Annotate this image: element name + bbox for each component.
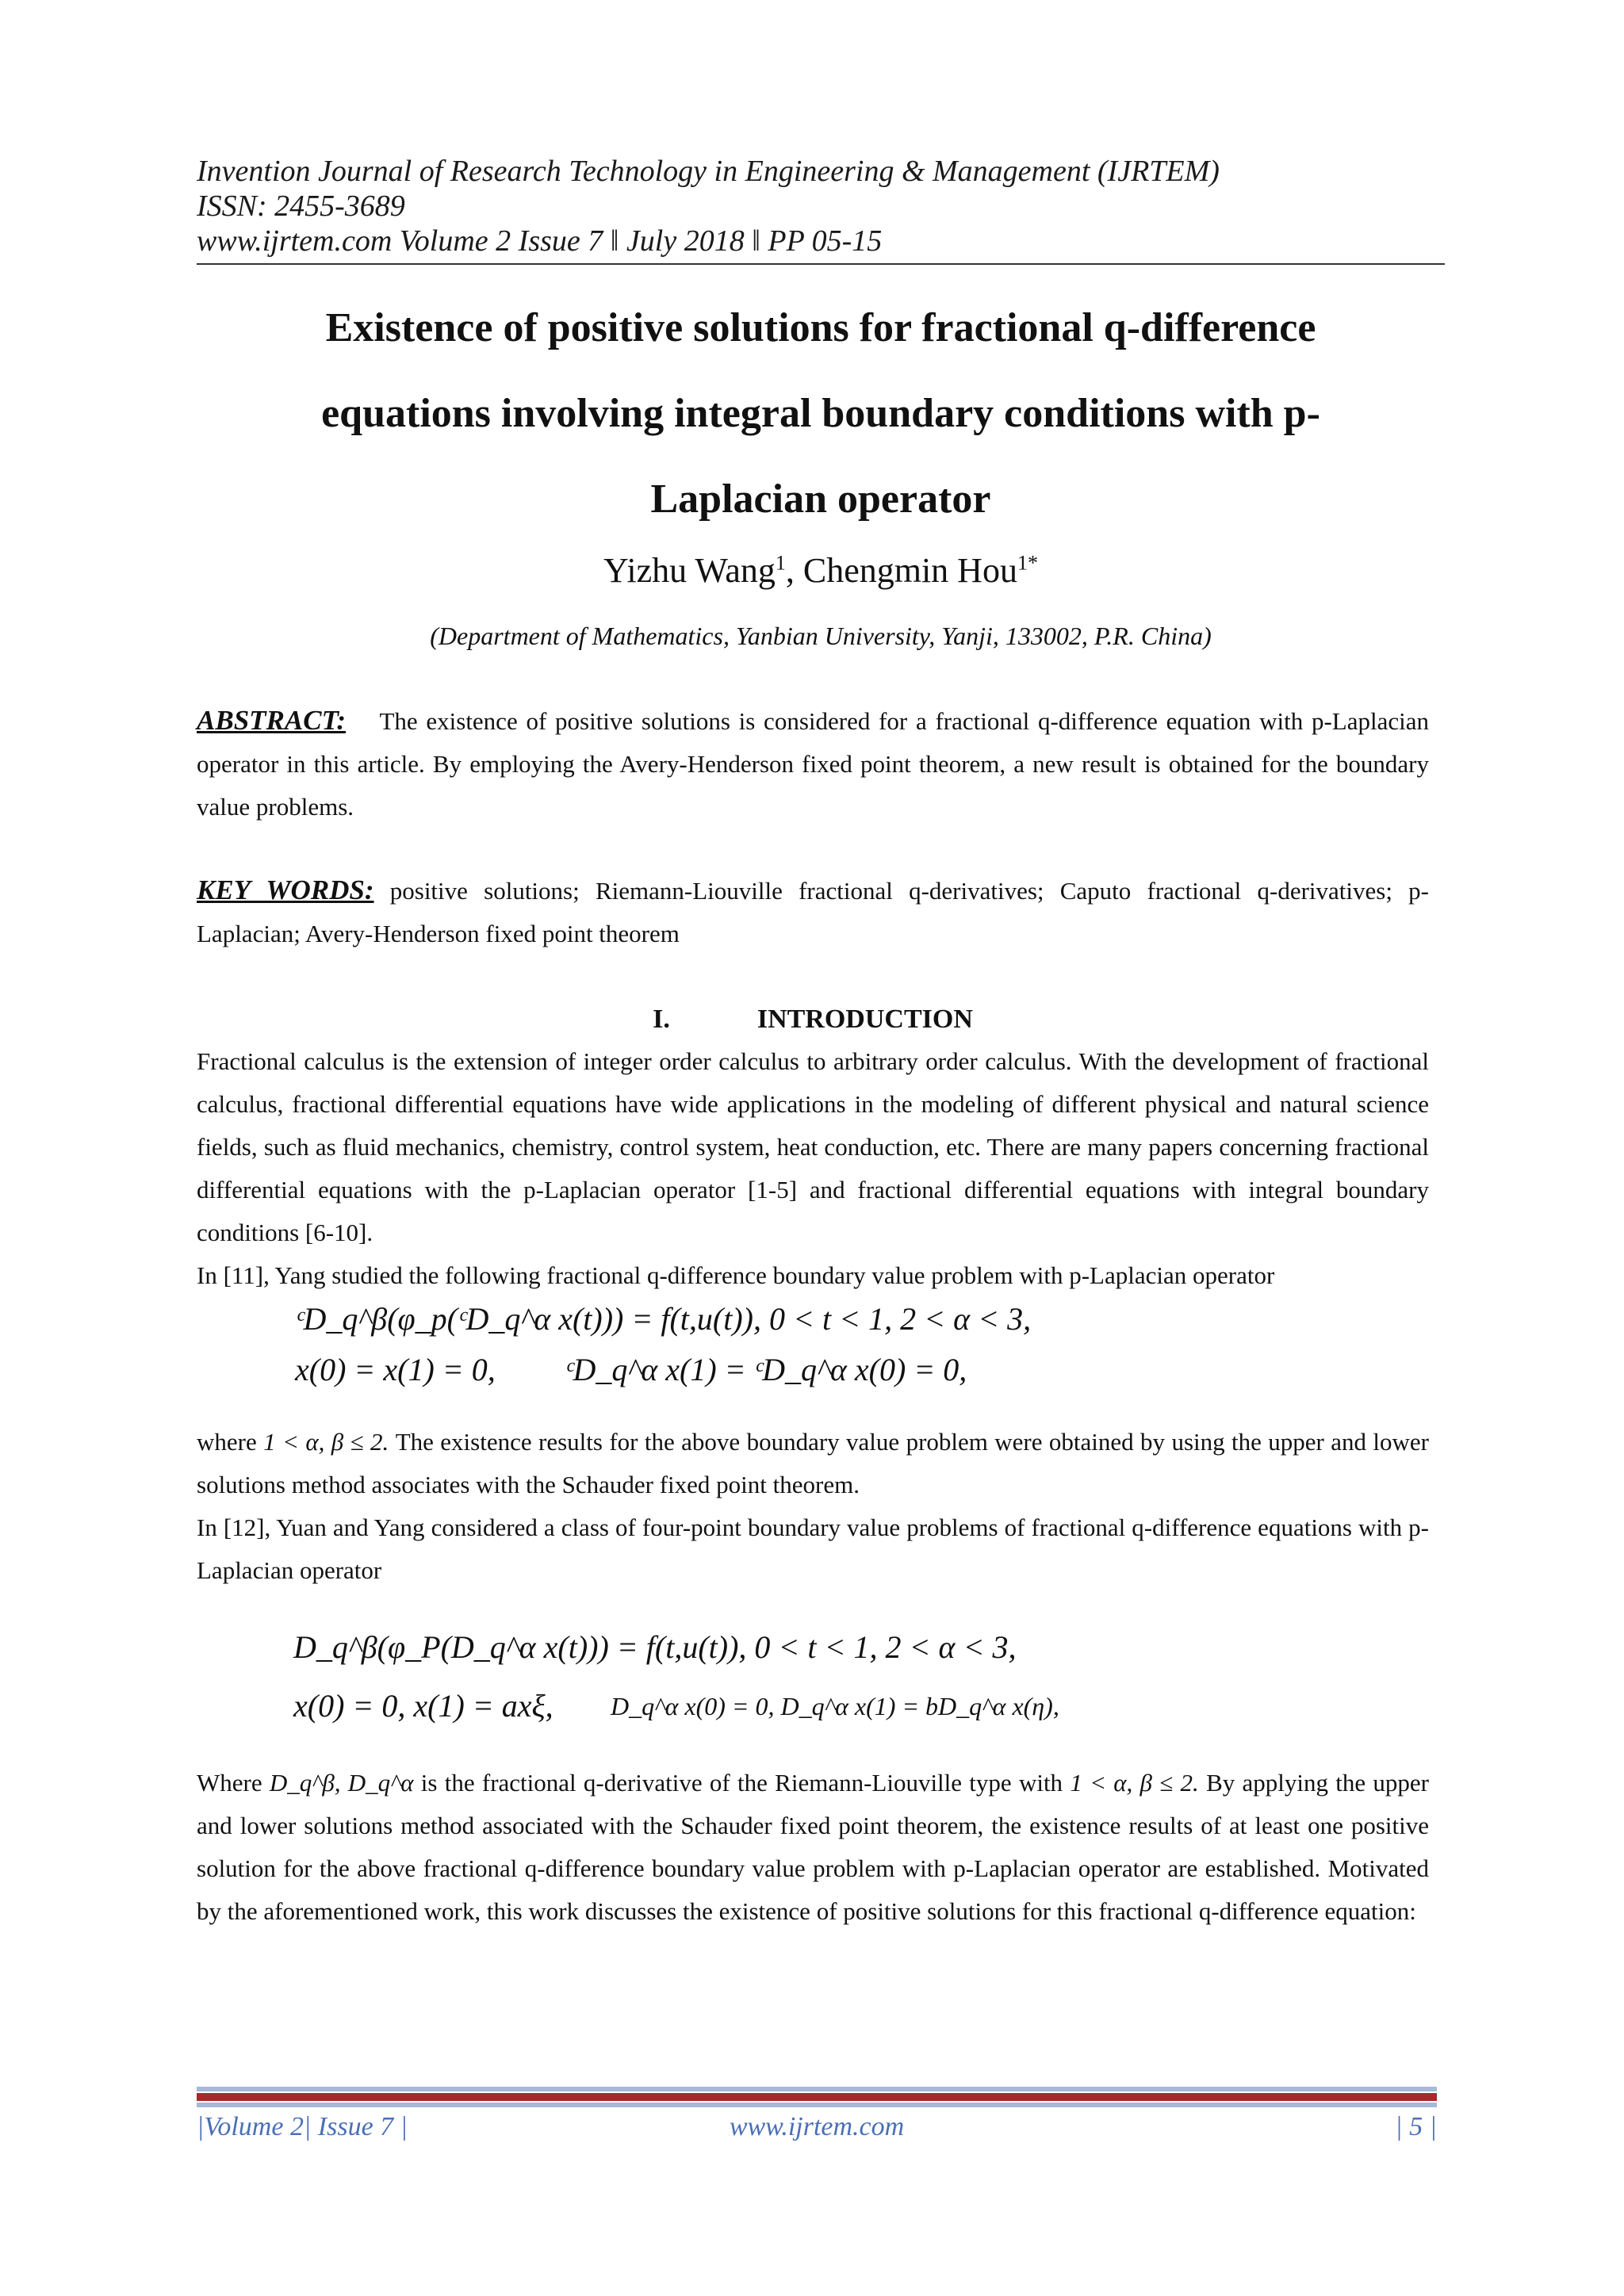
section-number: I. xyxy=(653,1004,670,1034)
running-header xyxy=(197,154,1445,258)
equation-1-line-2b: ᶜD_q^α x(1) = ᶜD_q^α x(0) = 0, xyxy=(565,1352,967,1387)
intro-paragraph xyxy=(197,1040,1429,1297)
paragraph-text: The existence results for the above boundary value problem were obtained by using the upper and lower solutions method associates with the Schauder fixed point theorem. xyxy=(197,1428,1430,1498)
equation-1-line-1: ᶜD_q^β(φ_p(ᶜD_q^α x(t))) = f(t,u(t)), 0 < t < 1, 2 < α < 3, xyxy=(295,1301,1032,1337)
footer-divider xyxy=(197,2087,1437,2091)
title-line-1: Existence of positive solutions for fractional q-difference xyxy=(325,305,1316,350)
journal-issn: ISSN: 2455-3689 xyxy=(197,189,405,223)
inline-math: 1 < α, β ≤ 2. xyxy=(1070,1769,1199,1797)
paragraph-text: is the fractional q-derivative of the Riemann-Liouville type with xyxy=(420,1769,1063,1797)
keywords xyxy=(197,869,1429,955)
author-name: Chengmin Hou xyxy=(802,551,1017,590)
footer-issue: |Volume 2| Issue 7 | xyxy=(197,2112,408,2141)
equation-2-line-2a: x(0) = 0, x(1) = axξ, xyxy=(293,1688,553,1724)
abstract-label: ABSTRACT: xyxy=(197,705,347,736)
section-title: INTRODUCTION xyxy=(756,1004,973,1034)
footer-website: www.ijrtem.com xyxy=(729,2112,905,2141)
page-number: | 5 | xyxy=(1395,2112,1437,2141)
intro-paragraph xyxy=(197,1762,1429,1933)
affiliation: (Department of Mathematics, Yanbian University, Yanji, 133002, P.R. China) xyxy=(430,622,1212,650)
paragraph-text: Fractional calculus is the extension of integer order calculus to arbitrary order calculus. With the development of fractional calculus, fractional differential equations have wide applications in the modeling of different physical and natural science fields, such as fluid mechanics, chemistry, control system, heat conduction, etc. There are many papers concerning fractional differential equations with the p-Laplacian operator [1-5] and fractional differential equations with integral boundary conditions [6-10]. xyxy=(197,1047,1429,1246)
keywords-text: positive solutions; Riemann-Liouville fractional q-derivatives; Caputo fractional q-derivatives; p-Laplacian; Avery-Henderson fixed point theorem xyxy=(197,877,1429,947)
header-divider xyxy=(197,263,1445,265)
page-footer xyxy=(197,2107,1437,2147)
paragraph-text: In [11], Yang studied the following fractional q-difference boundary value problem with p-Laplacian operator xyxy=(197,1261,1275,1289)
journal-name: Invention Journal of Research Technology in Engineering & Management (IJRTEM) xyxy=(197,155,1220,188)
paragraph-text: where xyxy=(197,1428,257,1456)
section-heading xyxy=(197,1001,1429,1039)
abstract-text: The existence of positive solutions is considered for a fractional q-difference equation with p-Laplacian operator in this article. By employing the Avery-Henderson fixed point theorem, a new result is obtained for the boundary value problems. xyxy=(197,707,1429,821)
author-affiliation-mark: 1* xyxy=(1017,551,1038,575)
title-line-3: Laplacian operator xyxy=(650,476,991,522)
keywords-label: KEY WORDS: xyxy=(197,874,374,905)
intro-paragraph xyxy=(197,1421,1429,1592)
author-separator: , xyxy=(785,551,803,590)
paper-title xyxy=(197,285,1445,542)
equation-2-line-1: D_q^β(φ_P(D_q^α x(t))) = f(t,u(t)), 0 < t < 1, 2 < α < 3, xyxy=(293,1629,1017,1665)
author-name: Yizhu Wang xyxy=(603,551,776,590)
paragraph-text: By applying the upper and lower solutions method associated with the Schauder fixed point theorem, the existence results of at least one positive solution for the above fractional q-difference boundary value problem with p-Laplacian operator are established. Motivated by the aforementioned work, this work discusses the existence of positive solutions for this fractional q-difference equation: xyxy=(197,1769,1429,1925)
author-list xyxy=(197,547,1445,595)
equation-1-line-2a: x(0) = x(1) = 0, xyxy=(295,1352,496,1387)
footer-divider xyxy=(197,2093,1437,2101)
abstract xyxy=(197,699,1429,828)
paragraph-text: In [12], Yuan and Yang considered a class of four-point boundary value problems of fractional q-difference equations with p-Laplacian operator xyxy=(197,1513,1429,1584)
paragraph-text: Where xyxy=(197,1769,262,1797)
title-line-2: equations involving integral boundary conditions with p- xyxy=(321,391,1320,436)
equation-2-line-2b: D_q^α x(0) = 0, D_q^α x(1) = bD_q^α x(η), xyxy=(611,1692,1059,1720)
inline-math: D_q^β, D_q^α xyxy=(269,1769,414,1797)
author-affiliation-mark: 1 xyxy=(775,551,786,575)
journal-volume-line: www.ijrtem.com Volume 2 Issue 7 ǁ July 2018 ǁ PP 05-15 xyxy=(197,224,883,258)
inline-math: 1 < α, β ≤ 2. xyxy=(263,1428,389,1456)
